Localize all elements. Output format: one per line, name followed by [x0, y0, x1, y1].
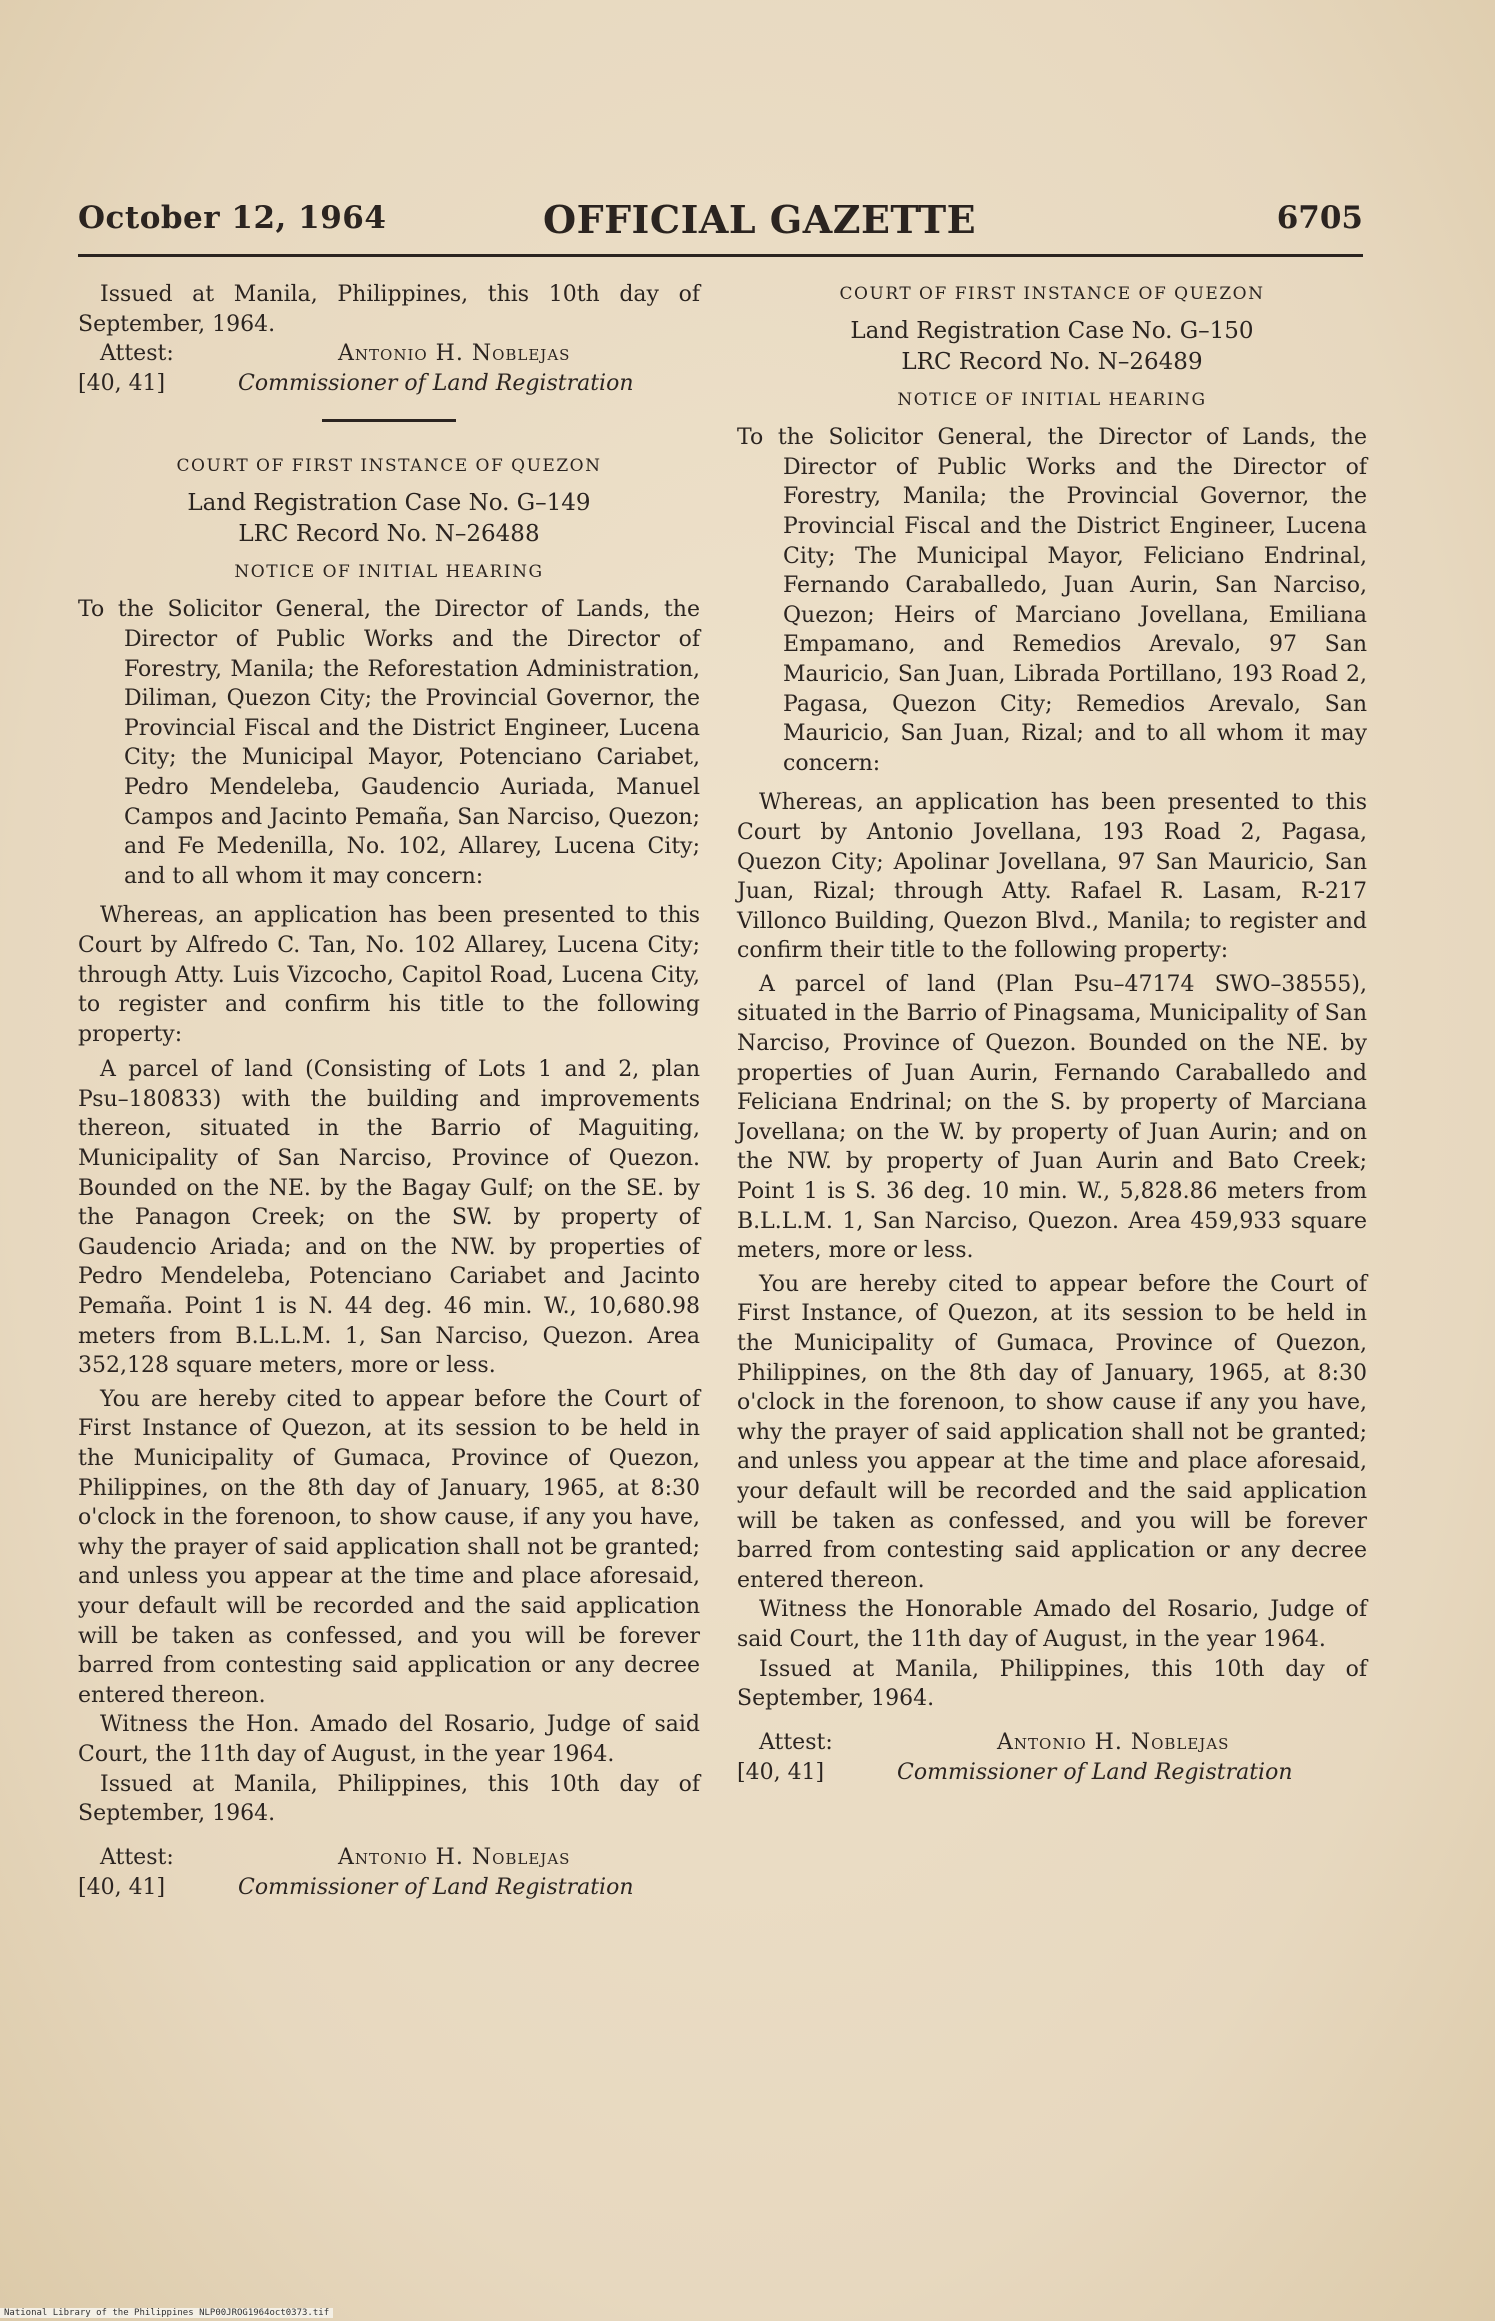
left-notice-heading: NOTICE OF INITIAL HEARING [234, 561, 544, 582]
left-cited: You are hereby cited to appear before the Court of First Instance of Quezon, at its session to be held in the Municipality of Gumaca, Province of Quezon, Philippines, on the 8th day of January, 1965, at 8:30 o'clock in the forenoon, to show cause, if any you have, why the prayer of said application shall not be granted; and unless you appear at the time and place aforesaid, your default will be recorded and the said application will be taken as confessed, and you will be forever barred from contesting said application or any decree entered thereon. [78, 1386, 700, 1708]
left-attest-name: Antonio H. Noblejas [338, 1844, 571, 1870]
left-parcel: A parcel of land (Consisting of Lots 1 and 2, plan Psu–180833) with the building and improvements thereon, situated in the Barrio of Maguiting, Municipality of San Narciso, Province of Quezon. Bounded on the NE. by the Bagay Gulf; on the SE. by the Panagon Creek; on the SW. by property of Gaudencio Ariada; and on the NW. by properties of Pedro Mendeleba, Potenciano Cariabet and Jacinto Pemaña. Point 1 is N. 44 deg. 46 min. W., 10,680.98 meters from B.L.L.M. 1, San Narciso, Quezon. Area 352,128 square meters, more or less. [78, 1057, 700, 1379]
left-witness: Witness the Hon. Amado del Rosario, Judge of said Court, the 11th day of August, in the year 1964. [78, 1712, 700, 1767]
right-case-number: Land Registration Case No. G–150 [850, 317, 1254, 344]
right-attest [737, 1728, 1367, 1788]
right-lrc-record: LRC Record No. N–26489 [901, 348, 1203, 375]
left-attest-label: Attest: [100, 1844, 174, 1870]
right-parcel: A parcel of land (Plan Psu–47174 SWO–38555), situated in the Barrio of Pinagsama, Municipality of San Narciso, Province of Quezon. Bounded on the NE. by properties of Juan Aurin, Fernando Caraballedo and Feliciana Endrinal; on the S. by property of Marciana Jovellana; on the W. by property of Juan Aurin; and on the NW. by property of Juan Aurin and Bato Creek; Point 1 is S. 36 deg. 10 min. W., 5,828.86 meters from B.L.L.M. 1, San Narciso, Quezon. Area 459,933 square meters, more or less. [737, 971, 1367, 1264]
right-attest-ref: [40, 41] [737, 1759, 825, 1785]
right-attest-label: Attest: [759, 1729, 833, 1755]
page-header [78, 197, 1363, 250]
right-cited: You are hereby cited to appear before the Court of First Instance, of Quezon, at its session to be held in the Municipality of Gumaca, Province of Quezon, Philippines, on the 8th day of January, 1965, at 8:30 o'clock in the forenoon, to show cause if any you have, why the prayer of said application shall not be granted; and unless you appear at the time and place aforesaid, your default will be recorded and the said application will be taken as confessed, and you will be forever barred from contesting said application or any decree entered thereon. [737, 1271, 1367, 1593]
left-attest-role: Commissioner of Land Registration [238, 1874, 634, 1900]
right-addressees: To the Solicitor General, the Director of Lands, the Director of Public Works and the Director of Forestry, Manila; the Provincial Governor, the Provincial Fiscal and the District Engineer, Lucena City; The Municipal Mayor, Feliciano Endrinal, Fernando Caraballedo, Juan Aurin, San Narciso, Quezon; Heirs of Marciano Jovellana, Emiliana Empamano, and Remedios Arevalo, 97 San Mauricio, San Juan, Librada Portillano, 193 Road 2, Pagasa, Quezon City; Remedios Arevalo, San Mauricio, San Juan, Rizal; and to all whom it may concern: [737, 425, 1367, 776]
right-attest-role: Commissioner of Land Registration [897, 1759, 1293, 1785]
left-top-attest-ref: [40, 41] [78, 371, 166, 397]
left-top-attest-name: Antonio H. Noblejas [338, 341, 571, 367]
left-top-issued: Issued at Manila, Philippines, this 10th day of September, 1964. [78, 282, 700, 337]
left-addressees: To the Solicitor General, the Director of Lands, the Director of Public Works and the Director of Forestry, Manila; the Reforestation Administration, Diliman, Quezon City; the Provincial Governor, the Provincial Fiscal and the District Engineer, Lucena City; the Municipal Mayor, Potenciano Cariabet, Pedro Mendeleba, Gaudencio Auriada, Manuel Campos and Jacinto Pemaña, San Narciso, Quezon; and Fe Medenilla, No. 102, Allarey, Lucena City; and to all whom it may concern: [78, 597, 700, 889]
left-top-attest-role: Commissioner of Land Registration [238, 371, 634, 397]
right-attest-name: Antonio H. Noblejas [997, 1729, 1230, 1755]
left-column [78, 280, 700, 1903]
left-court-heading: COURT OF FIRST INSTANCE OF QUEZON [176, 456, 602, 477]
header-rule [78, 254, 1363, 257]
right-witness: Witness the Honorable Amado del Rosario, Judge of said Court, the 11th day of August, in the year 1964. [737, 1597, 1367, 1652]
left-attest [78, 1843, 700, 1903]
left-whereas: Whereas, an application has been presented to this Court by Alfredo C. Tan, No. 102 Allarey, Lucena City; through Atty. Luis Vizcocho, Capitol Road, Lucena City, to register and confirm his title to the following property: [78, 903, 700, 1047]
right-issued: Issued at Manila, Philippines, this 10th day of September, 1964. [737, 1656, 1367, 1712]
left-lrc-record: LRC Record No. N–26488 [238, 520, 540, 547]
right-notice-heading: NOTICE OF INITIAL HEARING [897, 389, 1207, 410]
header-date: October 12, 1964 [78, 200, 387, 236]
left-top-attest [78, 339, 700, 399]
left-case-number: Land Registration Case No. G–149 [187, 489, 591, 516]
left-issued: Issued at Manila, Philippines, this 10th day of September, 1964. [78, 1771, 700, 1827]
left-top-attest-label: Attest: [100, 341, 174, 367]
right-whereas: Whereas, an application has been presented to this Court by Antonio Jovellana, 193 Road 2, Pagasa, Quezon City; Apolinar Jovellana, 97 San Mauricio, San Juan, Rizal; through Atty. Rafael R. Lasam, R-217 Villonco Building, Quezon Blvd., Manila; to register and confirm their title to the following property: [737, 790, 1367, 964]
section-divider [322, 419, 456, 422]
left-attest-ref: [40, 41] [78, 1874, 166, 1900]
scan-footer: National Library of the Philippines NLP00JROG1964oct0373.tif [0, 2308, 333, 2318]
header-title: OFFICIAL GAZETTE [543, 197, 977, 242]
right-court-heading: COURT OF FIRST INSTANCE OF QUEZON [839, 284, 1265, 304]
header-page-number: 6705 [1276, 200, 1363, 236]
right-column [737, 280, 1367, 1788]
